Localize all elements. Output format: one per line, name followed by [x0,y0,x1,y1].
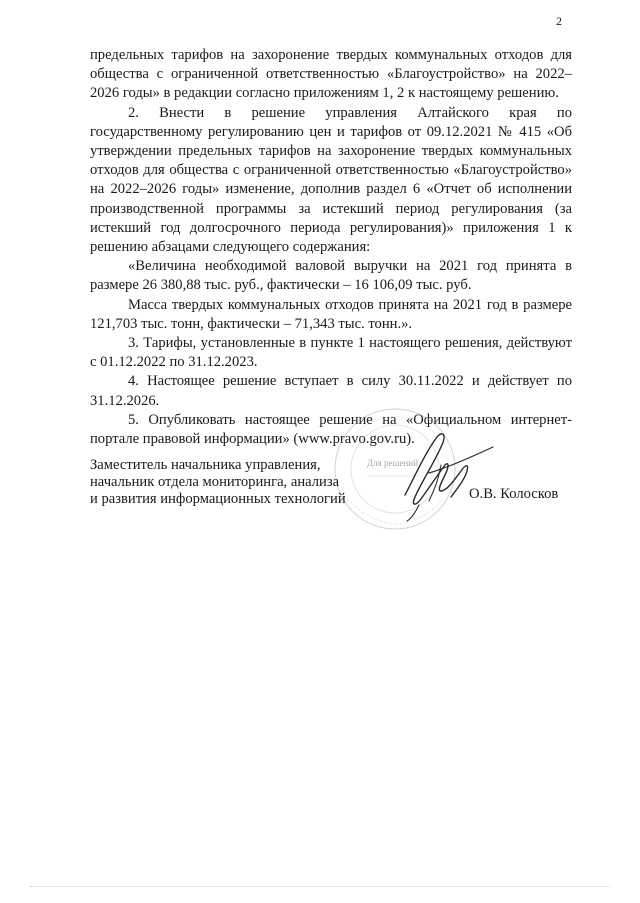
signatory-name: О.В. Колосков [469,486,559,502]
paragraph-quote-mass: Масса твердых коммунальных отходов принята на 2021 год в размере 121,703 тыс. тонн, фактически – 71,343 тыс. тонн.». [90,296,572,332]
page-number: 2 [556,14,562,28]
footer-divider [30,886,610,887]
paragraph-continuation: предельных тарифов на захоронение твердых коммунальных отходов для общества с ограниченной ответственностью «Благоустройство» на 2022–2026 годы» в редакции согласно приложениям 1, 2 к настоящему решению. [90,47,572,102]
stamp-label: Для решений [367,458,418,468]
signatory-position-line-1: Заместитель начальника управления, [90,457,321,473]
paragraph-item-2: 2. Внести в решение управления Алтайского края по государственному регулированию цен и тарифов от 09.12.2021 № 415 «Об утверждении предельных тарифов на захоронение твердых коммунальных отходов для общества с ограниченной ответственностью «Благоустройство» на 2022–2026 годы» изменение, дополнив раздел 6 «Отчет об исполнении производственной программы за истекший период регулирования (за истекший год долгосрочного периода регулирования)» приложения 1 к решению абзацами следующего содержания: [90,104,572,256]
paragraph-item-4: 4. Настоящее решение вступает в силу 30.11.2022 и действует по 31.12.2026. [90,373,572,409]
signatory-position-line-2: начальник отдела мониторинга, анализа [90,474,340,490]
paragraph-item-3: 3. Тарифы, установленные в пункте 1 настоящего решения, действуют с 01.12.2022 по 31.12.2023. [90,335,572,371]
document-body [90,46,572,449]
paragraph-item-5: 5. Опубликовать настоящее решение на «Официальном интернет-портале правовой информации» (www.pravo.gov.ru). [90,411,572,448]
handwritten-signature [385,425,505,530]
signatory-position-line-3: и развития информационных технологий [90,491,346,507]
paragraph-quote-revenue: «Величина необходимой валовой выручки на 2021 год принята в размере 26 380,88 тыс. руб., фактически – 16 106,09 тыс. руб. [90,258,572,294]
